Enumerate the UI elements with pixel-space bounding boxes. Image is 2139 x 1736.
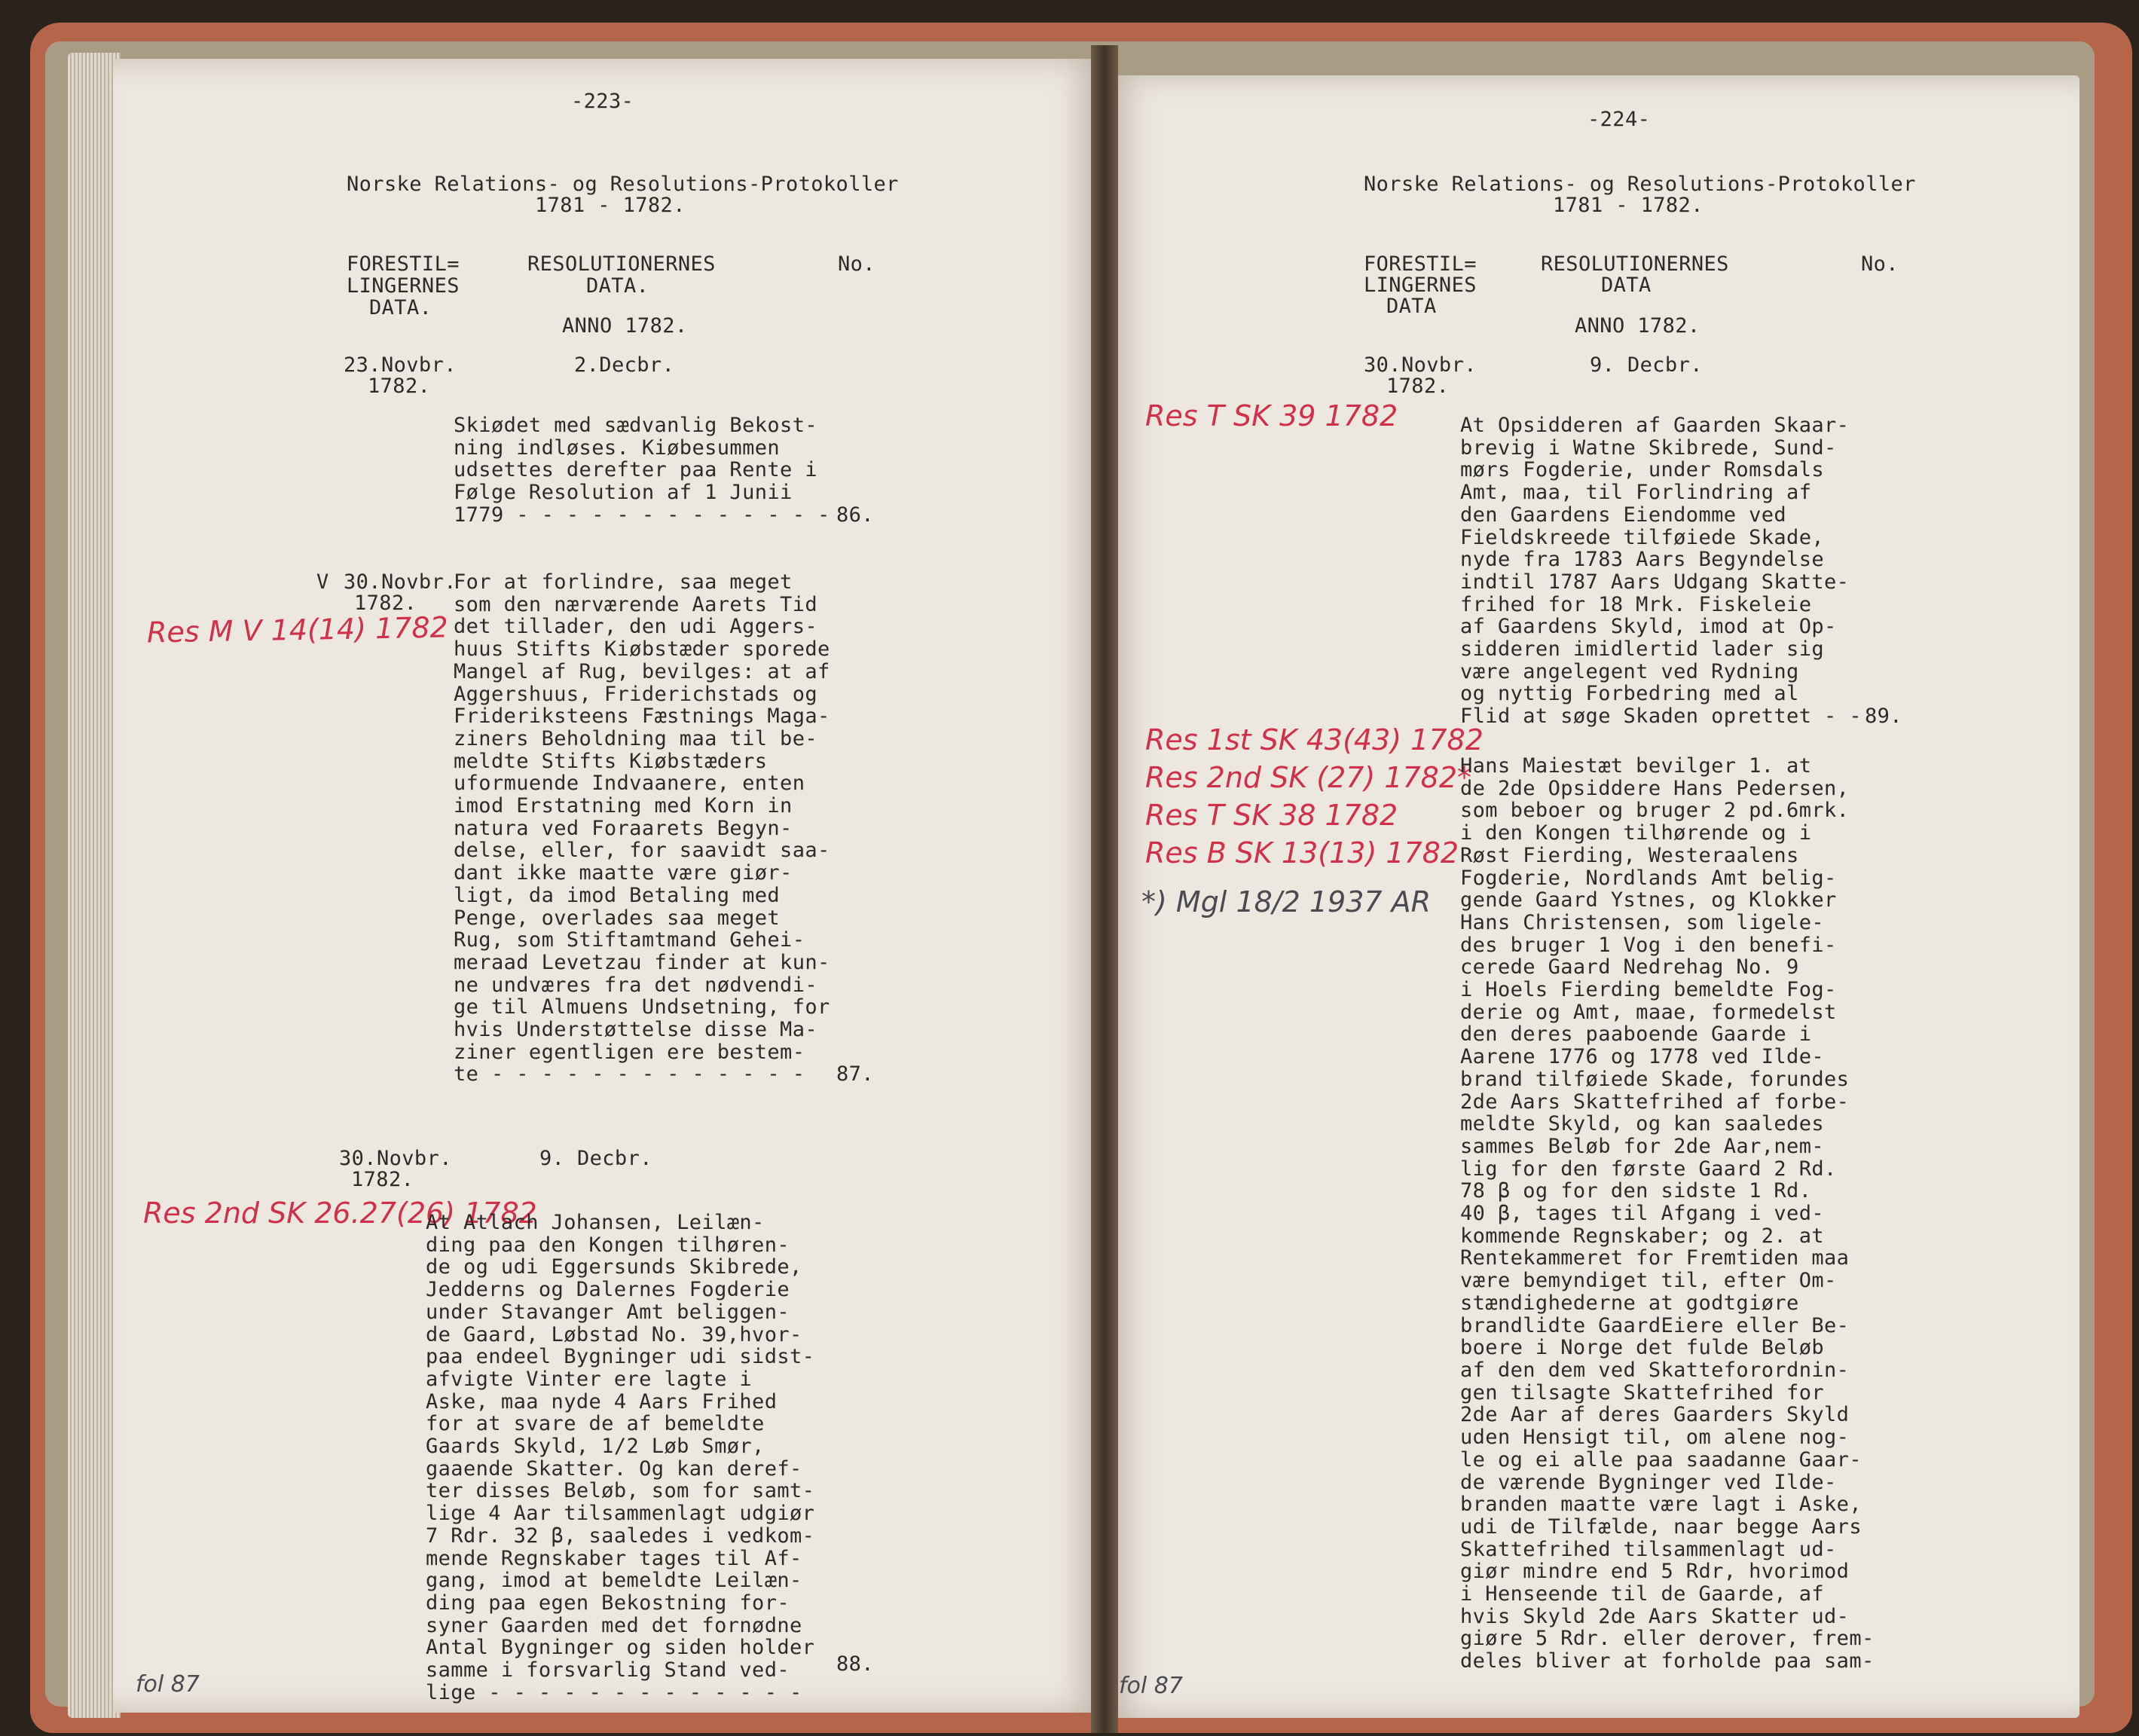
col-header-resolutioner: DATA [1601,274,1652,297]
entry-text: Skiødet med sædvanlig Bekost- ning indløses. Kiøbesummen udsettes derefter paa Rente i Følge Resolution af 1 Junii 1779 - - - - - - - - - - - - - [454,414,830,527]
page-title: Norske Relations- og Resolutions-Protokoller [347,173,899,196]
entry-number: 87. [836,1062,874,1086]
col-header-resolutioner: RESOLUTIONERNES [527,252,716,276]
entry-number: 86. [836,503,874,527]
col-header-forestillinger: FORESTIL= [1364,252,1477,276]
entry-date: 1782. [354,591,417,615]
col-header-forestillinger: DATA [1386,295,1437,318]
pencil-note: *) Mgl 18/2 1937 AR [1141,885,1432,918]
red-archive-note: Res T SK 38 1782 [1145,799,1398,832]
book-gutter [1091,45,1118,1733]
red-archive-note: Res 1st SK 43(43) 1782 [1145,723,1484,756]
anno-heading: ANNO 1782. [562,314,688,338]
red-archive-note: Res B SK 13(13) 1782 [1145,836,1459,870]
page-title: Norske Relations- og Resolutions-Protokoller [1364,173,1916,196]
col-header-forestillinger: LINGERNES [347,274,460,298]
pencil-folio-note: fol 87 [1119,1673,1183,1699]
right-page [1104,75,2079,1718]
left-page [113,59,1104,1713]
check-mark: V [316,570,329,594]
resolution-date: 2.Decbr. [574,353,675,377]
page-number: -223- [571,90,634,113]
col-header-forestillinger: DATA. [369,296,432,319]
entry-date: 30.Novbr. [339,1147,452,1170]
col-header-resolutioner: DATA. [586,274,649,298]
page-title-years: 1781 - 1782. [1553,194,1704,217]
col-header-no: No. [838,252,875,276]
resolution-date: 9. Decbr. [539,1147,652,1170]
entry-text: For at forlindre, saa meget som den nærværende Aarets Tid det tillader, den udi Aggers- huus Stifts Kiøbstæder sporede Mangel af Rug, bevilges: at af Aggershuus, Friderichstads og Frideriksteens Fæstnings Maga- ziners Beholdning maa til be- meldte Stifts Kiøbstæders uformuende Indvaanere, enten imod Erstatning med Korn in natura ved Foraarets Begyn- delse, eller, for saavidt saa- dant ikke maatte være giør- ligt, da imod Betaling med Penge, overlades saa meget Rug, som Stiftamtmand Gehei- meraad Levetzau finder at kun- ne undværes fra det nødvendi- ge til Almuens Undsetning, for hvis Understøttelse disse Ma- ziner egentligen ere bestem- te - - - - - - - - - - - - - [454,570,830,1087]
entry-date: 1782. [351,1168,414,1191]
entry-text: Hans Maiestæt bevilger 1. at de 2de Opsiddere Hans Pedersen, som beboer og bruger 2 pd.6mrk. i den Kongen tilhørende og i Røst Fierding, Westeraalens Fogderie, Nordlands Amt belig- gende Gaard Ystnes, og Klokker Hans Christensen, som ligele- des bruger 1 Vog i den benefi- cerede Gaard Nedrehag No. 9 i Hoels Fierding bemeldte Fog- derie og Amt, maae, formedelst den deres paaboende Gaarde i Aarene 1776 og 1778 ved Ilde- brand tilføiede Skade, forundes 2de Aars Skattefrihed af forbe- meldte Skyld, og kan saaledes sammes Beløb for 2de Aar,nem- lig for den første Gaard 2 Rd. 78 β og for den sidste 1 Rd. 40 β, tages til Afgang i ved- kommende Regnskaber; og 2. at Rentekammeret for Fremtiden maa være bemyndiget til, efter Om- stændighederne at godtgiøre brandlidte GaardEiere eller Be- boere i Norge det fulde Beløb af den dem ved Skatteforordnin- gen tilsagte Skattefrihed for 2de Aar af deres Gaarders Skyld uden Hensigt til, om alene nog- le og ei alle paa saadanne Gaar- de værende Bygninger ved Ilde- branden maatte være lagt i Aske, udi de Tilfælde, naar begge Aars Skattefrihed tilsammenlagt ud- giør mindre end 5 Rdr, hvorimod i Henseende til de Gaarde, af hvis Skyld 2de Aars Skatter ud- giøre 5 Rdr. eller derover, frem- deles bliver at forholde paa sam- [1460,754,1875,1673]
entry-date: 1782. [368,374,431,398]
red-archive-note: Res 2nd SK 26.27(26) 1782 [143,1197,537,1230]
entry-date: 23.Novbr. [344,353,457,377]
col-header-forestillinger: LINGERNES [1364,274,1477,297]
resolution-date: 9. Decbr. [1590,353,1703,377]
entry-number: 88. [836,1652,874,1676]
red-archive-note: Res T SK 39 1782 [1145,399,1398,432]
entry-date: 30.Novbr. [1364,353,1477,377]
page-title-years: 1781 - 1782. [535,194,686,217]
entry-text: At Opsidderen af Gaarden Skaar- brevig i Watne Skibrede, Sund- mørs Fogderie, under Romsdals Amt, maa, til Forlindring af den Gaardens Eiendomme ved Fieldskreede tilføiede Skade, nyde fra 1783 Aars Begyndelse indtil 1787 Aars Udgang Skatte- frihed for 18 Mrk. Fiskeleie af Gaardens Skyld, imod at Op- sidderen imidlertid lader sig være angelegent ved Rydning og nyttig Forbedring med al Flid at søge Skaden oprettet - - [1460,414,1862,729]
page-number: -224- [1587,108,1651,131]
col-header-resolutioner: RESOLUTIONERNES [1541,252,1729,276]
red-archive-note: Res M V 14(14) 1782 [146,610,449,649]
red-archive-note: Res 2nd SK (27) 1782* [1145,761,1472,794]
entry-date: 1782. [1386,374,1450,398]
entry-date: 30.Novbr. [344,570,457,594]
entry-number: 89. [1865,704,1902,728]
pencil-folio-note: fol 87 [136,1671,200,1698]
anno-heading: ANNO 1782. [1575,314,1701,338]
col-header-no: No. [1861,252,1899,276]
entry-text: At Atlach Johansen, Leilæn- ding paa den Kongen tilhøren- de og udi Eggersunds Skibrede, Jedderns og Dalernes Fogderie under Stavanger Amt beliggen- de Gaard, Løbstad No. 39,hvor- paa endeel Bygninger udi sidst- afvigte Vinter ere lagte i Aske, maa nyde 4 Aars Frihed for at svare de af bemeldte Gaards Skyld, 1/2 Løb Smør, gaaende Skatter. Og kan deref- ter disses Beløb, som for samt- lige 4 Aar tilsammenlagt udgiør 7 Rdr. 32 β, saaledes i vedkom- mende Regnskaber tages til Af- gang, imod at bemeldte Leilæn- ding paa egen Bekostning for- syner Gaarden med det fornødne Antal Bygninger og siden holder samme i forsvarlig Stand ved- lige - - - - - - - - - - - - - [426,1211,815,1704]
col-header-forestillinger: FORESTIL= [347,252,460,276]
